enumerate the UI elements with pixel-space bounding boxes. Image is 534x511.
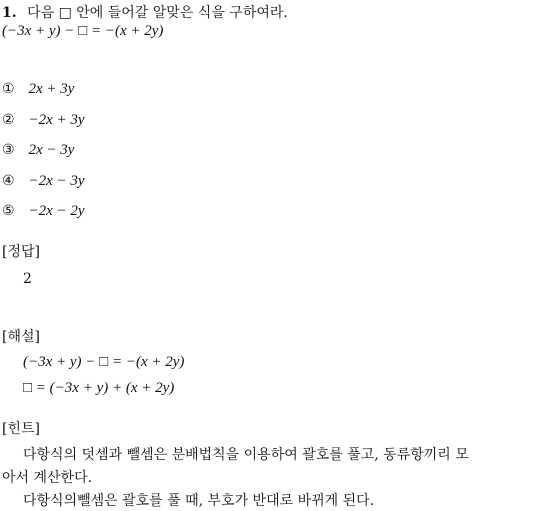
choice-marker: ② <box>2 112 15 128</box>
question-equation: (−3x + y) − □ = −(x + 2y) <box>2 23 164 39</box>
explanation-heading: [해설] <box>2 329 40 345</box>
choice-expression: −2x − 3y <box>28 173 85 189</box>
choice-marker: ① <box>2 81 15 97</box>
answer-heading: [정답] <box>2 244 40 260</box>
hint-line-2: 아서 계산한다. <box>2 470 93 486</box>
question-line <box>2 4 288 22</box>
choice-expression: 2x − 3y <box>28 142 75 158</box>
choice-marker: ③ <box>2 142 15 158</box>
choice-marker: ⑤ <box>2 203 15 219</box>
question-prompt: 다음 □ 안에 들어갈 알맞은 식을 구하여라. <box>27 5 288 21</box>
hint-line-3: 다항식의뺄셈은 괄호를 풀 때, 부호가 반대로 바뀌게 된다. <box>23 493 375 509</box>
choice-expression: 2x + 3y <box>28 81 75 97</box>
choice-marker: ④ <box>2 173 15 189</box>
hint-line-1: 다항식의 덧셈과 뺄셈은 분배법칙을 이용하여 괄호를 풀고, 동류항끼리 모 <box>23 447 469 463</box>
choice-1[interactable] <box>2 80 74 98</box>
choice-4[interactable] <box>2 172 85 190</box>
explanation-line-1: (−3x + y) − □ = −(x + 2y) <box>23 354 185 370</box>
question-number: 1. <box>2 5 17 21</box>
choice-3[interactable] <box>2 141 74 159</box>
choice-2[interactable] <box>2 111 85 129</box>
hint-heading: [힌트] <box>2 421 40 437</box>
choice-5[interactable] <box>2 202 85 220</box>
choice-expression: −2x + 3y <box>28 112 85 128</box>
answer-value: 2 <box>23 271 32 287</box>
explanation-line-2: □ = (−3x + y) + (x + 2y) <box>23 380 175 396</box>
choice-expression: −2x − 2y <box>28 203 85 219</box>
